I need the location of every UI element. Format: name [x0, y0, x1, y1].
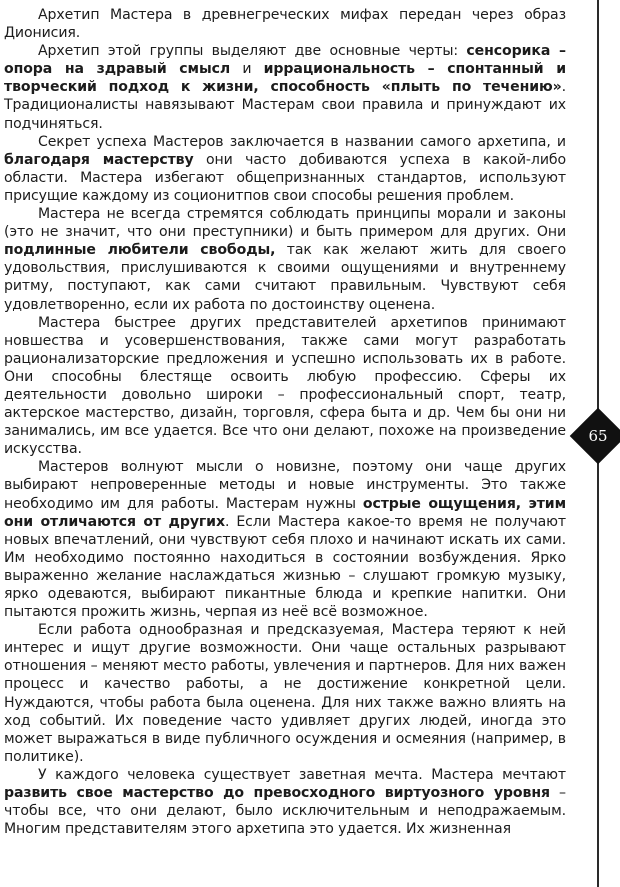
- text-run: Если работа однообразная и предсказуемая, Мастера теряют к ней интерес и ищут другие возможности. Они чаще остальных разрывают отношения – меняют место работы, увлечения и партнеров. Для них важен процесс и качество работы, а не достижение конкретной цели. Нуждаются, чтобы работа была оценена. Для них также важно влиять на ход событий. Их поведение часто удивляет других людей, иногда это может выражаться в виде публичного осуждения и осмеяния (например, в политике).: [4, 622, 566, 765]
- paragraph-3: [4, 133, 566, 205]
- paragraph-8: [4, 766, 566, 838]
- text-run: Архетип этой группы выделяют две основные черты:: [38, 43, 467, 60]
- text-run: они часто добиваются успеха в какой-либо области. Мастера избегают общепризнанных стандартов, используют присущие каждому из соционитпов свои способы решения проблем.: [4, 151, 566, 204]
- text-run: и: [230, 61, 264, 78]
- paragraph-7: [4, 621, 566, 766]
- text-run: Секрет успеха Мастеров заключается в названии самого архетипа, и: [38, 133, 566, 150]
- text-run: . Традиционалисты навязывают Мастерам свои правила и принуждают их подчиняться.: [4, 79, 566, 132]
- paragraph-4: [4, 205, 566, 314]
- paragraph-6: [4, 458, 566, 621]
- page-number: 65: [588, 427, 608, 445]
- page-number-badge: [570, 408, 620, 464]
- paragraph-1: [4, 6, 566, 42]
- text-run: . Если Мастера какое-то время не получают новых впечатлений, они чувствуют себя плохо и начинают искать их сами. Им необходимо постоянно находиться в состоянии возбуждения. Ярко выраженно желание наслаждаться жизнью – слушают громкую музыку, ярко одеваются, выбирают пикантные блюда и крепкие напитки. Они пытаются прожить жизнь, черпая из неё всё возможное.: [4, 513, 566, 621]
- bold-phrase: сенсорика – опора на здравый смысл: [4, 43, 566, 78]
- text-run: – чтобы все, что они делают, было исключительным и неподражаемым. Многим представителям этого архетипа это удается. Их жизненная: [4, 785, 566, 838]
- paragraph-2: [4, 42, 566, 132]
- text-run: так как желают жить для своего удовольствия, прислушиваются к своими ощущениями и внутреннему ритму, поступают, как сами считают правильным. Чувствуют себя удовлетворенно, если их работа по достоинству оценена.: [4, 242, 566, 313]
- bold-phrase: острые ощущения, этим они отличаются от других: [4, 495, 566, 530]
- text-run: Архетип Мастера в древнегреческих мифах передан через образ Дионисия.: [4, 7, 566, 42]
- text-run: У каждого человека существует заветная мечта. Мастера мечтают: [38, 766, 566, 783]
- paragraph-5: [4, 314, 566, 459]
- bold-phrase: благодаря мастерству: [4, 151, 194, 168]
- bold-phrase: подлинные любители свободы,: [4, 242, 276, 259]
- text-run: Мастеров волнуют мысли о новизне, поэтому они чаще других выбирают непроверенные методы и новые инструменты. Это также необходимо им для работы. Мастерам нужны: [4, 459, 566, 512]
- bold-phrase: иррациональность – спонтанный и творческий подход к жизни, способность «плыть по течению»: [4, 61, 566, 96]
- bold-phrase: развить свое мастерство до превосходного виртуозного уровня: [4, 785, 550, 802]
- text-run: Мастера не всегда стремятся соблюдать принципы морали и законы (это не значит, что они преступники) и быть примером для других. Они: [4, 206, 566, 241]
- text-run: Мастера быстрее других представителей архетипов принимают новшества и усовершенствования, также сами могут разработать рационализаторские предложения и успешно использовать их в работе. Они способны блестяще освоить любую профессию. Сферы их деятельности довольно широки – профессиональный спорт, театр, актерское мастерство, дизайн, торговля, сфера быта и др. Чем бы они ни занимались, им все удается. Все что они делают, похоже на произведение искусства.: [4, 314, 566, 458]
- page-body-text: [4, 6, 566, 838]
